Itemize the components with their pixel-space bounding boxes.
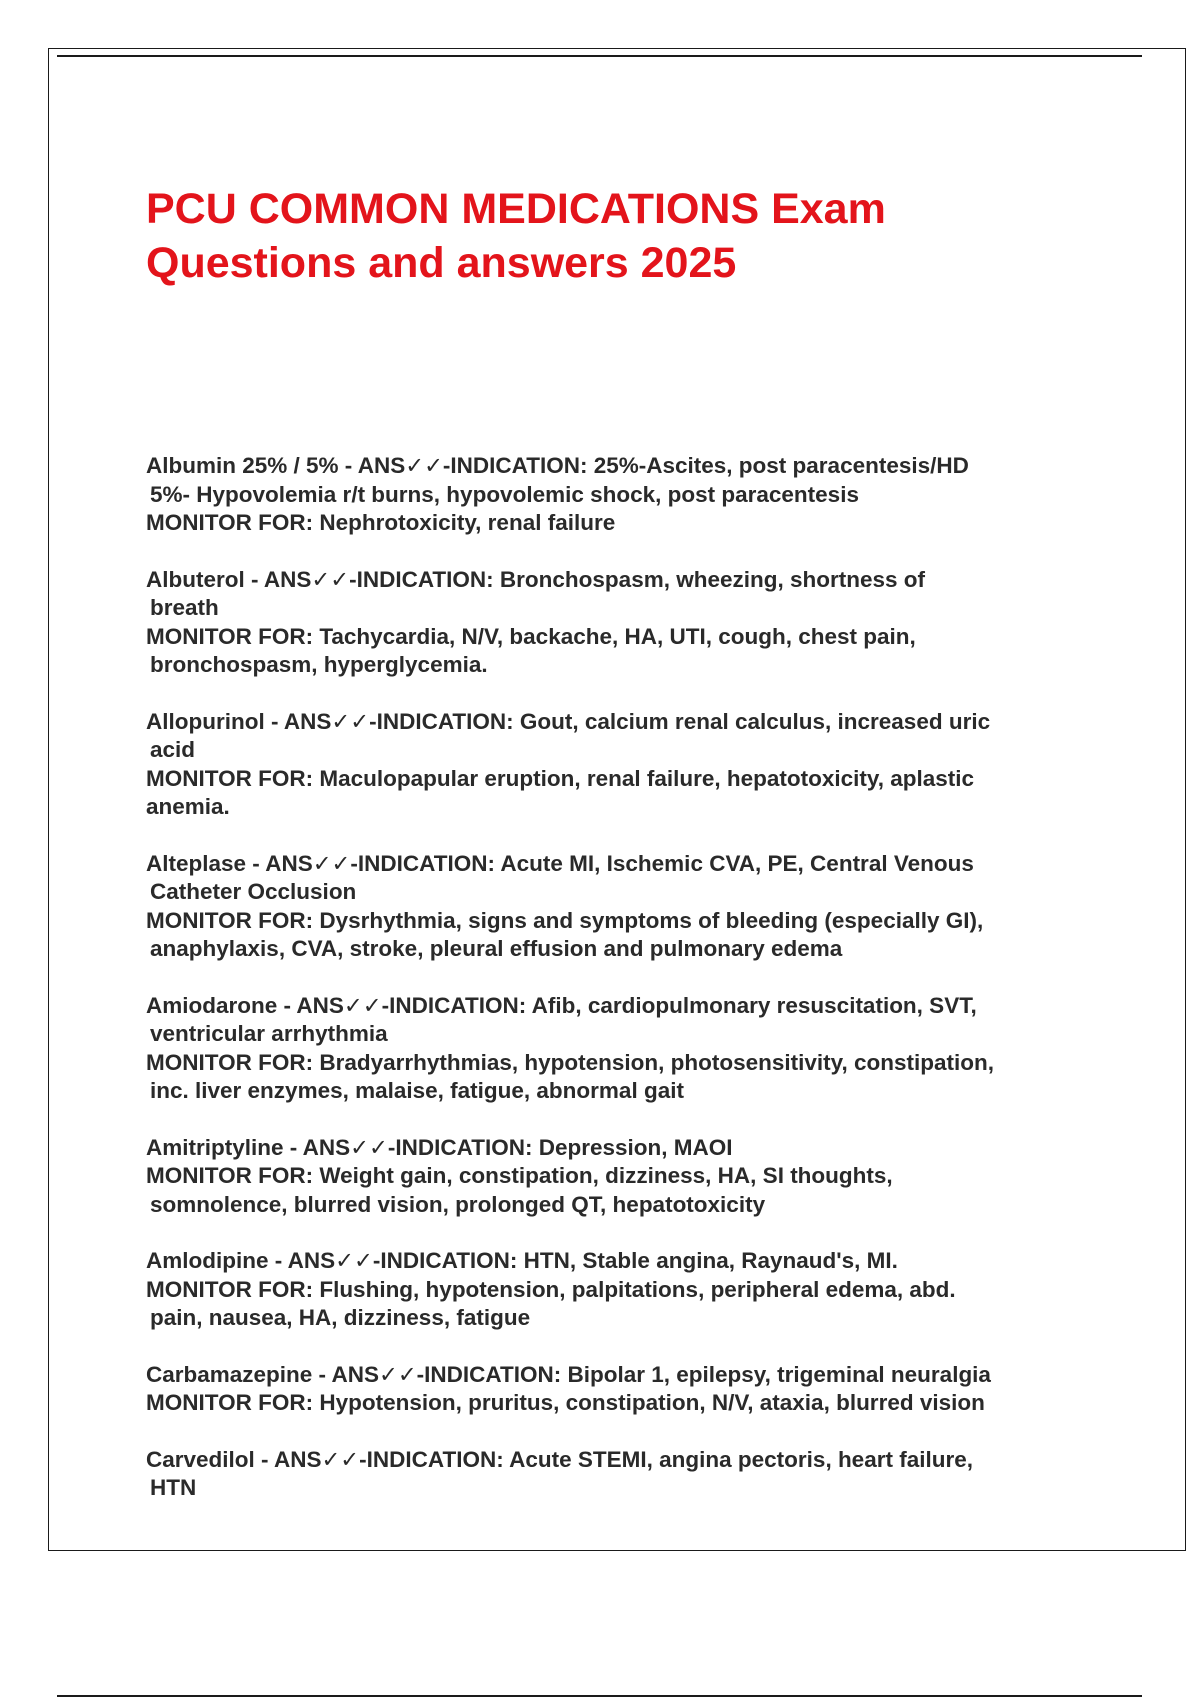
entry-line: anemia. bbox=[146, 794, 230, 819]
entry-amiodarone bbox=[146, 992, 1086, 1106]
bottom-rule bbox=[57, 1695, 1142, 1697]
entry-amlodipine bbox=[146, 1247, 1086, 1333]
entry-line: MONITOR FOR: Bradyarrhythmias, hypotension, photosensitivity, constipation, bbox=[146, 1049, 995, 1075]
entry-line: Carvedilol - ANS✓✓-INDICATION: Acute STEMI, angina pectoris, heart failure, bbox=[146, 1446, 973, 1472]
entry-line: MONITOR FOR: Tachycardia, N/V, backache, HA, UTI, cough, chest pain, bbox=[146, 623, 916, 649]
entry-line: Albuterol - ANS✓✓-INDICATION: Bronchospasm, wheezing, shortness of bbox=[146, 566, 925, 592]
document-title bbox=[146, 182, 1046, 290]
title-line-1: PCU COMMON MEDICATIONS Exam bbox=[146, 185, 886, 233]
entry-line: MONITOR FOR: Flushing, hypotension, palpitations, peripheral edema, abd. bbox=[146, 1276, 956, 1302]
entry-amitriptyline bbox=[146, 1134, 1086, 1220]
entry-line: ventricular arrhythmia bbox=[150, 1021, 388, 1046]
entry-line: Albumin 25% / 5% - ANS✓✓-INDICATION: 25%-Ascites, post paracentesis/HD bbox=[146, 453, 969, 478]
entry-line: pain, nausea, HA, dizziness, fatigue bbox=[150, 1305, 531, 1330]
entry-line: MONITOR FOR: Hypotension, pruritus, constipation, N/V, ataxia, blurred vision bbox=[146, 1390, 985, 1415]
entry-line: anaphylaxis, CVA, stroke, pleural effusion and pulmonary edema bbox=[150, 936, 843, 961]
entry-carvedilol bbox=[146, 1446, 1086, 1503]
entry-alteplase bbox=[146, 850, 1086, 964]
medication-list bbox=[146, 452, 1086, 1531]
top-rule bbox=[57, 55, 1142, 57]
entry-line: Catheter Occlusion bbox=[150, 879, 357, 904]
entry-line: bronchospasm, hyperglycemia. bbox=[150, 652, 488, 677]
entry-line: inc. liver enzymes, malaise, fatigue, abnormal gait bbox=[150, 1078, 684, 1103]
entry-line: MONITOR FOR: Dysrhythmia, signs and symptoms of bleeding (especially GI), bbox=[146, 907, 984, 933]
entry-albuterol bbox=[146, 566, 1086, 680]
entry-line: MONITOR FOR: Maculopapular eruption, renal failure, hepatotoxicity, aplastic bbox=[146, 765, 975, 791]
entry-line: MONITOR FOR: Weight gain, constipation, dizziness, HA, SI thoughts, bbox=[146, 1163, 893, 1188]
entry-line: Amiodarone - ANS✓✓-INDICATION: Afib, cardiopulmonary resuscitation, SVT, bbox=[146, 992, 977, 1018]
title-line-2: Questions and answers 2025 bbox=[146, 239, 737, 287]
entry-line: Amlodipine - ANS✓✓-INDICATION: HTN, Stable angina, Raynaud's, MI. bbox=[146, 1248, 898, 1273]
entry-line: Alteplase - ANS✓✓-INDICATION: Acute MI, Ischemic CVA, PE, Central Venous bbox=[146, 850, 974, 876]
entry-line: acid bbox=[150, 737, 196, 762]
entry-line: MONITOR FOR: Nephrotoxicity, renal failure bbox=[146, 510, 616, 535]
entry-albumin bbox=[146, 452, 1086, 538]
entry-line: somnolence, blurred vision, prolonged QT, hepatotoxicity bbox=[150, 1191, 766, 1217]
entry-line: breath bbox=[150, 595, 219, 620]
entry-line: Allopurinol - ANS✓✓-INDICATION: Gout, calcium renal calculus, increased uric bbox=[146, 708, 991, 734]
entry-carbamazepine bbox=[146, 1361, 1086, 1418]
entry-line: Carbamazepine - ANS✓✓-INDICATION: Bipolar 1, epilepsy, trigeminal neuralgia bbox=[146, 1361, 991, 1387]
entry-line: HTN bbox=[150, 1475, 197, 1500]
entry-line: 5%- Hypovolemia r/t burns, hypovolemic shock, post paracentesis bbox=[150, 481, 859, 507]
entry-line: Amitriptyline - ANS✓✓-INDICATION: Depression, MAOI bbox=[146, 1134, 733, 1160]
entry-allopurinol bbox=[146, 708, 1086, 822]
